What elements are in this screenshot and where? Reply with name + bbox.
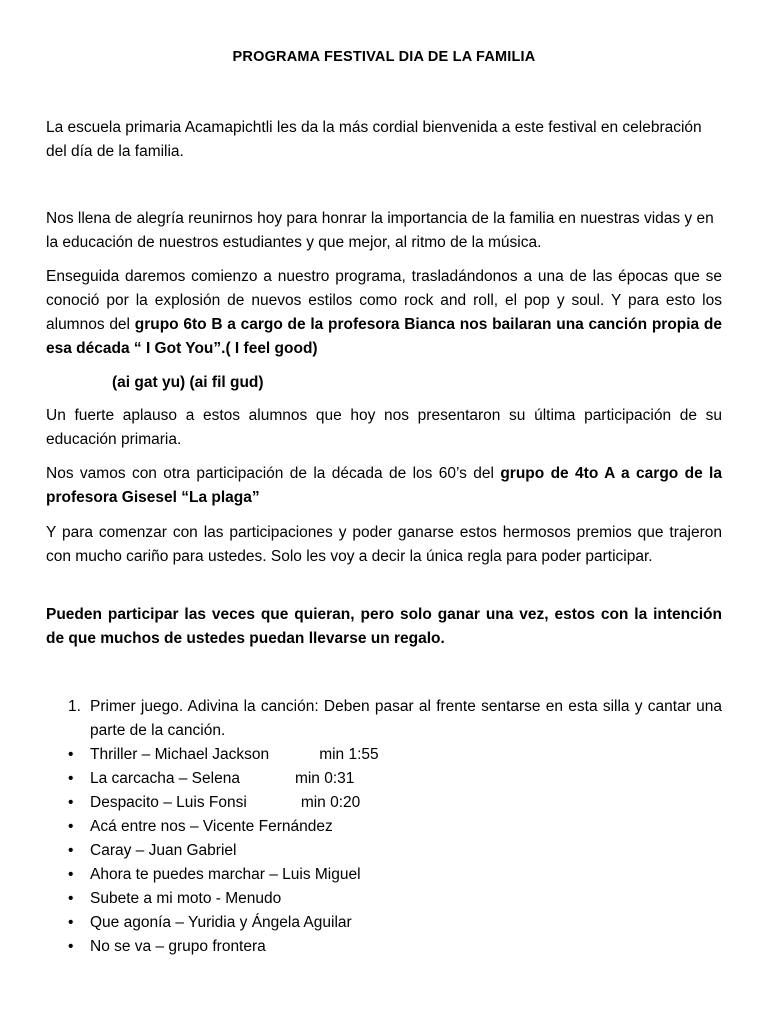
second-act-text: Nos vamos con otra participación de la década de los 60’s del	[46, 465, 501, 482]
bullet-icon: •	[68, 890, 74, 907]
song-title: Ahora te puedes marchar – Luis Miguel	[90, 866, 361, 883]
song-list	[46, 743, 722, 959]
game-description: Primer juego. Adivina la canción: Deben pasar al frente sentarse en esta silla y cantar una parte de la canción.	[90, 698, 722, 739]
rule-paragraph: Pueden participar las veces que quieran, pero solo ganar una vez, estos con la intención de que muchos de ustedes puedan llevarse un regalo.	[46, 606, 722, 647]
bullet-icon: •	[68, 770, 74, 787]
list-item	[46, 815, 722, 839]
bullet-icon: •	[68, 914, 74, 931]
list-item	[46, 863, 722, 887]
bullet-icon: •	[68, 866, 74, 883]
song-time: min 1:55	[319, 746, 379, 763]
song-title: No se va – grupo frontera	[90, 938, 266, 955]
program-start-text: Enseguida daremos comienzo a nuestro programa, trasladándonos a una de las épocas que se conoció por la explosión de nuevos estilos como rock and roll, el pop y soul. Y para esto los alumnos del	[46, 268, 722, 333]
second-act-paragraph	[46, 462, 722, 510]
list-item	[46, 839, 722, 863]
page-title: PROGRAMA FESTIVAL DIA DE LA FAMILIA	[232, 49, 536, 65]
list-item	[46, 791, 722, 815]
bullet-icon: •	[68, 842, 74, 859]
list-item	[46, 887, 722, 911]
program-start-paragraph	[46, 265, 722, 361]
song-title: Que agonía – Yuridia y Ángela Aguilar	[90, 914, 352, 931]
song-title: Despacito – Luis Fonsi	[90, 794, 247, 811]
list-number: 1.	[68, 698, 81, 715]
bullet-icon: •	[68, 938, 74, 955]
song-title: Acá entre nos – Vicente Fernández	[90, 818, 333, 835]
applause-paragraph: Un fuerte aplauso a estos alumnos que hoy nos presentaron su última participación de su educación primaria.	[46, 407, 722, 448]
song-title: Caray – Juan Gabriel	[90, 842, 237, 859]
participation-paragraph: Y para comenzar con las participaciones y poder ganarse estos hermosos premios que trajeron con mucho cariño para ustedes. Solo les voy a decir la única regla para poder participar.	[46, 524, 722, 565]
intro-paragraph: Nos llena de alegría reunirnos hoy para honrar la importancia de la familia en nuestras vidas y en la educación de nuestros estudiantes y que mejor, al ritmo de la música.	[46, 210, 714, 251]
song-title: Thriller – Michael Jackson	[90, 746, 270, 763]
list-item	[46, 911, 722, 935]
bullet-icon: •	[68, 818, 74, 835]
bullet-icon: •	[68, 746, 74, 763]
welcome-paragraph: La escuela primaria Acamapichtli les da la más cordial bienvenida a este festival en celebración del día de la familia.	[46, 119, 702, 160]
song-title: La carcacha – Selena	[90, 770, 240, 787]
list-item	[46, 743, 722, 767]
song-time: min 0:31	[294, 770, 355, 787]
bullet-icon: •	[68, 794, 74, 811]
game-list	[46, 695, 722, 743]
group-6to-b-text: grupo 6to B a cargo de la profesora Bianca nos bailaran una canción propia de esa década “ I Got You”.( I feel good)	[46, 316, 722, 357]
song-time: min 0:20	[300, 794, 361, 811]
song-title: Subete a mi moto - Menudo	[90, 890, 282, 907]
list-item	[46, 767, 722, 791]
list-item	[46, 695, 722, 743]
list-item	[46, 935, 722, 959]
group-4to-a-text: grupo de 4to A a cargo de la profesora Gisesel “La plaga”	[46, 465, 722, 506]
pronunciation-line: (ai gat yu) (ai fil gud)	[112, 374, 264, 391]
